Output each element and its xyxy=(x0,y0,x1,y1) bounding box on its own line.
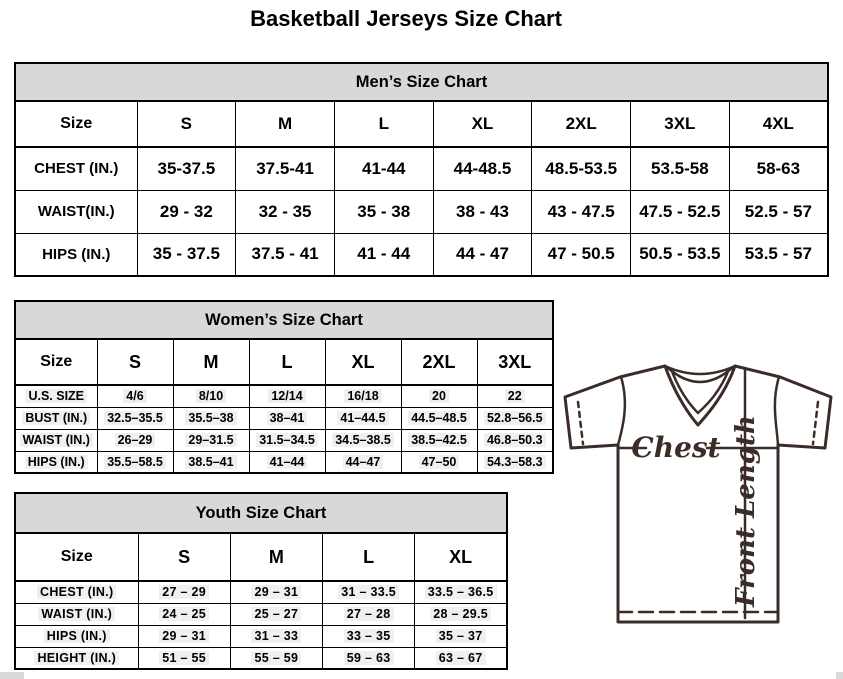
mens-size-chart-table xyxy=(14,62,829,277)
right-cuff-dashed-line xyxy=(813,402,818,444)
page-title: Basketball Jerseys Size Chart xyxy=(250,6,562,31)
column-header: 4XL xyxy=(729,101,828,147)
size-value-cell: 41–44.5 xyxy=(325,407,401,429)
column-header: 2XL xyxy=(532,101,631,147)
size-value-cell: 28 – 29.5 xyxy=(415,603,507,625)
size-value-cell: 32 - 35 xyxy=(236,190,335,233)
column-header: M xyxy=(236,101,335,147)
size-value-cell: 35 - 38 xyxy=(334,190,433,233)
size-value-cell: 37.5-41 xyxy=(236,147,335,190)
size-value-cell: 38 - 43 xyxy=(433,190,532,233)
size-value-cell: 31.5–34.5 xyxy=(249,429,325,451)
chest-measure-label: Chest xyxy=(631,431,721,464)
size-value-cell: 41 - 44 xyxy=(334,233,433,276)
column-header: 2XL xyxy=(401,339,477,385)
table-row xyxy=(15,451,553,473)
size-value-cell: 48.5-53.5 xyxy=(532,147,631,190)
column-header: S xyxy=(138,533,230,581)
size-value-cell: 22 xyxy=(477,385,553,407)
size-value-cell: 38.5–42.5 xyxy=(401,429,477,451)
size-value-cell: 29 – 31 xyxy=(138,625,230,647)
size-value-cell: 47 - 50.5 xyxy=(532,233,631,276)
size-value-cell: 33 – 35 xyxy=(323,625,415,647)
table-row xyxy=(15,147,828,190)
size-value-cell: 59 – 63 xyxy=(323,647,415,669)
column-header: XL xyxy=(433,101,532,147)
size-value-cell: 16/18 xyxy=(325,385,401,407)
table-row xyxy=(15,429,553,451)
column-header: Size xyxy=(15,101,137,147)
column-header: S xyxy=(97,339,173,385)
column-header: 3XL xyxy=(631,101,730,147)
size-value-cell: 29–31.5 xyxy=(173,429,249,451)
jersey-outline xyxy=(565,366,831,622)
table-row xyxy=(15,385,553,407)
column-header: M xyxy=(173,339,249,385)
right-armhole-seam xyxy=(775,377,779,445)
size-value-cell: 58-63 xyxy=(729,147,828,190)
column-header: 3XL xyxy=(477,339,553,385)
left-cuff-dashed-line xyxy=(578,402,583,444)
scrollbar-fragment-left xyxy=(0,672,24,679)
size-value-cell: 35.5–38 xyxy=(173,407,249,429)
size-value-cell: 26–29 xyxy=(97,429,173,451)
table-title: Women’s Size Chart xyxy=(15,301,553,339)
size-value-cell: 38.5–41 xyxy=(173,451,249,473)
youth-size-chart xyxy=(14,492,508,670)
column-header: L xyxy=(334,101,433,147)
size-value-cell: 31 – 33 xyxy=(230,625,322,647)
table-row xyxy=(15,190,828,233)
row-label: WAIST (IN.) xyxy=(15,429,97,451)
size-value-cell: 44 - 47 xyxy=(433,233,532,276)
column-header: Size xyxy=(15,533,138,581)
size-value-cell: 55 – 59 xyxy=(230,647,322,669)
row-label: HEIGHT (IN.) xyxy=(15,647,138,669)
left-armhole-seam xyxy=(618,377,625,445)
size-value-cell: 27 – 29 xyxy=(138,581,230,603)
row-label: HIPS (IN.) xyxy=(15,625,138,647)
size-value-cell: 52.8–56.5 xyxy=(477,407,553,429)
row-label: WAIST(IN.) xyxy=(15,190,137,233)
size-value-cell: 44–47 xyxy=(325,451,401,473)
table-row xyxy=(15,603,507,625)
table-title: Men’s Size Chart xyxy=(15,63,828,101)
size-value-cell: 24 – 25 xyxy=(138,603,230,625)
column-header: M xyxy=(230,533,322,581)
table-row xyxy=(15,625,507,647)
womens-size-chart xyxy=(14,300,554,474)
size-value-cell: 47–50 xyxy=(401,451,477,473)
size-value-cell: 35 – 37 xyxy=(415,625,507,647)
size-value-cell: 35.5–58.5 xyxy=(97,451,173,473)
jersey-measurement-diagram xyxy=(555,355,843,655)
youth-size-chart-table xyxy=(14,492,508,670)
size-value-cell: 44-48.5 xyxy=(433,147,532,190)
size-value-cell: 41–44 xyxy=(249,451,325,473)
size-value-cell: 53.5-58 xyxy=(631,147,730,190)
size-value-cell: 43 - 47.5 xyxy=(532,190,631,233)
column-header: Size xyxy=(15,339,97,385)
front-length-measure-label: Front Length xyxy=(731,415,761,607)
size-value-cell: 50.5 - 53.5 xyxy=(631,233,730,276)
row-label: HIPS (IN.) xyxy=(15,451,97,473)
size-value-cell: 44.5–48.5 xyxy=(401,407,477,429)
size-value-cell: 35 - 37.5 xyxy=(137,233,236,276)
size-value-cell: 25 – 27 xyxy=(230,603,322,625)
column-header: XL xyxy=(415,533,507,581)
size-value-cell: 29 – 31 xyxy=(230,581,322,603)
row-label: CHEST (IN.) xyxy=(15,147,137,190)
size-value-cell: 12/14 xyxy=(249,385,325,407)
row-label: HIPS (IN.) xyxy=(15,233,137,276)
table-row xyxy=(15,647,507,669)
column-header: S xyxy=(137,101,236,147)
size-value-cell: 29 - 32 xyxy=(137,190,236,233)
size-value-cell: 31 – 33.5 xyxy=(323,581,415,603)
size-value-cell: 27 – 28 xyxy=(323,603,415,625)
size-value-cell: 38–41 xyxy=(249,407,325,429)
womens-size-chart-table xyxy=(14,300,554,474)
column-header: L xyxy=(323,533,415,581)
size-value-cell: 37.5 - 41 xyxy=(236,233,335,276)
row-label: U.S. SIZE xyxy=(15,385,97,407)
row-label: BUST (IN.) xyxy=(15,407,97,429)
scrollbar-fragment-right xyxy=(836,672,843,679)
size-value-cell: 8/10 xyxy=(173,385,249,407)
table-title: Youth Size Chart xyxy=(15,493,507,533)
size-value-cell: 52.5 - 57 xyxy=(729,190,828,233)
row-label: WAIST (IN.) xyxy=(15,603,138,625)
column-header: L xyxy=(249,339,325,385)
size-value-cell: 32.5–35.5 xyxy=(97,407,173,429)
size-value-cell: 4/6 xyxy=(97,385,173,407)
row-label: CHEST (IN.) xyxy=(15,581,138,603)
size-value-cell: 34.5–38.5 xyxy=(325,429,401,451)
size-value-cell: 47.5 - 52.5 xyxy=(631,190,730,233)
size-value-cell: 51 – 55 xyxy=(138,647,230,669)
size-value-cell: 53.5 - 57 xyxy=(729,233,828,276)
column-header: XL xyxy=(325,339,401,385)
size-value-cell: 20 xyxy=(401,385,477,407)
size-value-cell: 41-44 xyxy=(334,147,433,190)
mens-size-chart xyxy=(14,62,829,277)
size-value-cell: 54.3–58.3 xyxy=(477,451,553,473)
table-row xyxy=(15,581,507,603)
table-row xyxy=(15,407,553,429)
size-value-cell: 63 – 67 xyxy=(415,647,507,669)
size-value-cell: 46.8–50.3 xyxy=(477,429,553,451)
size-value-cell: 35-37.5 xyxy=(137,147,236,190)
table-row xyxy=(15,233,828,276)
size-value-cell: 33.5 – 36.5 xyxy=(415,581,507,603)
